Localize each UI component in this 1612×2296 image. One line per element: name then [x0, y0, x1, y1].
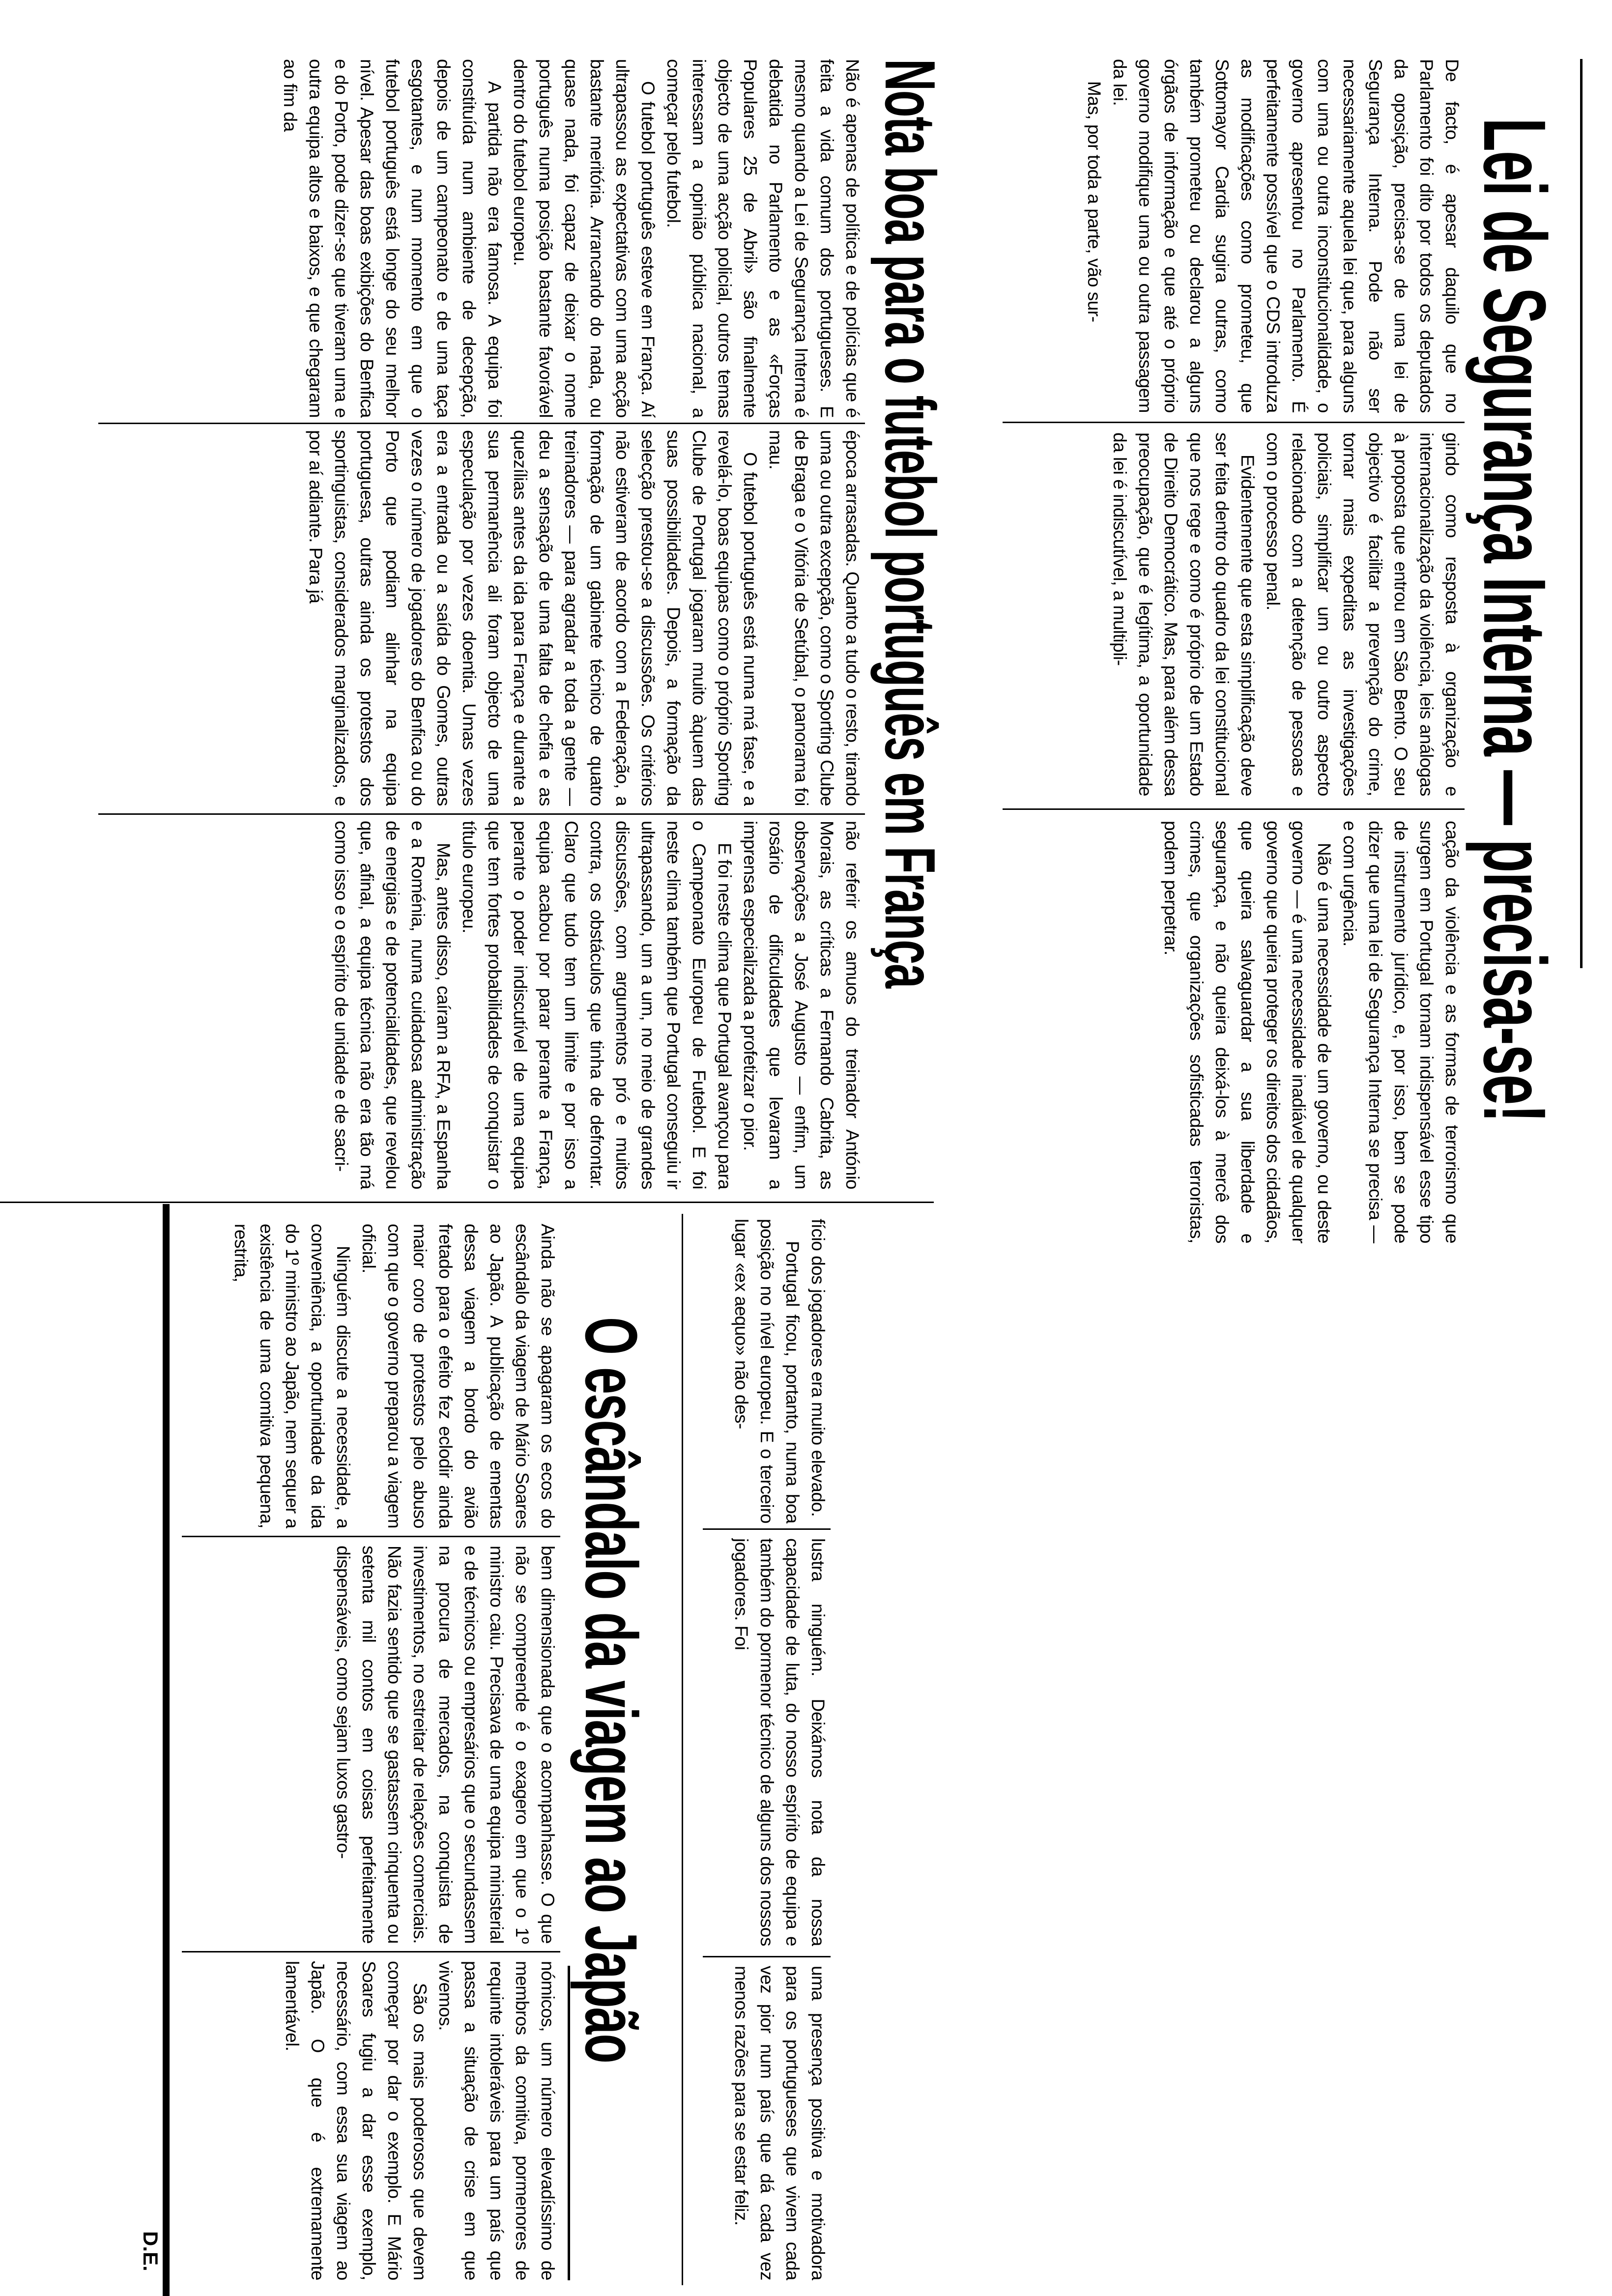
- article2-col3: [88, 821, 865, 1189]
- article3-col1: [172, 1224, 560, 1528]
- article1-col3: [993, 821, 1465, 1243]
- article3-col3: [172, 1961, 560, 2280]
- author-signature: D.E.: [139, 2231, 162, 2271]
- paragraph: gindo como resposta à organização e internacionalização da violência, leis análogas à proposta que entrou em São Bento. O seu objectivo é facilitar a prevenção do crime, tornar mais expeditas as investigações policiais, simplificar um ou outro aspecto relacionado com a detenção de pessoas e com o processo penal.: [1263, 432, 1462, 796]
- column-divider: [98, 423, 865, 424]
- headline-escandalo-japao: O escândalo da viagem ao Japão: [570, 1317, 653, 2063]
- paragraph: Mas, por toda a parte, vão sur-: [1084, 81, 1104, 322]
- horizontal-rule: [568, 1966, 570, 2280]
- horizontal-rule: [682, 1214, 683, 2285]
- paragraph: E foi neste clima que Portugal avançou para o Campeonato Europeu de Futebol. E foi neste clima também que Portugal conseguiu ir ultrapassando, um a um, no meio de grandes discussões, com argumentos pró e muitos contra, os obstáculos que tinha de defrontar. Claro que tudo tem um limite e por isso a equipa acabou por parar perante a França, perante o poder indiscutível de uma equipa que tem fortes probabilidades de conquistar o título europeu.: [459, 821, 735, 1189]
- paragraph: São os mais poderosos que devem começar por dar o exemplo. E Mário Soares fugiu a dar esse exemplo, necessário, com essa sua viagem ao Japão. O que é extremamente lamentável.: [282, 1961, 430, 2280]
- paragraph: O futebol português esteve em França. Aí ultrapassou as expectativas com uma acção bastante meritória. Arrancando do nada, ou quase nada, foi capaz de deixar o nome português numa posição bastante favorável dentro do futebol europeu.: [510, 59, 658, 418]
- article1-col2: [993, 432, 1465, 796]
- paragraph: De facto, é apesar daquilo que no Parlamento foi dito por todos os deputados da oposição, precisa-se de uma lei de Segurança Interna. Pode não ser necessariamente aquela lei que, para alguns com uma ou outra inconstitucionalidade, o governo apresentou no Parlamento. É perfeitamente possível que o CDS introduza as modificações como prometeu, que Sottomayor Cardia sugira outras, como também prometeu ou declarou a alguns órgãos de informação e que até o próprio governo modifique uma ou outra passagem da lei.: [1110, 59, 1462, 413]
- headline-futebol: Nota boa para o futebol português em França: [870, 59, 950, 988]
- article1-col1: [993, 59, 1465, 413]
- paragraph: lustra ninguém. Deixámos nota da nossa capacidade de luta, do nosso espírito de equipa e também do pormenor técnico de alguns dos nossos jogadores. Foi: [731, 1538, 828, 1946]
- paragraph: Evidentemente que esta simplificação deve ser feita dentro do quadro da lei constitucional que nos rege e como é próprio de um Estado de Direito Democrático. Mas, para além dessa preocupação, que é legítima, a oportunidade da lei é indiscutível, a multipli-: [1110, 432, 1258, 796]
- paragraph: nómicos, um número elevadíssimo de membros da comitiva, pormenores de requinte intoleráveis para um país que passa a situação de crise em que vivemos.: [435, 1961, 558, 2280]
- article2-col1: [88, 59, 865, 418]
- column-divider: [1003, 422, 1465, 423]
- column-divider: [182, 1951, 560, 1952]
- article2-col2: [88, 430, 865, 806]
- column-divider: [1003, 808, 1465, 810]
- thick-border: [163, 1204, 170, 2296]
- paragraph: Não é apenas de política e de polícias que é feita a vida comum dos portugueses. E mesmo quando a Lei de Segurança Interna é debatida no Parlamento e as «Forças Populares 25 de Abril» são finalmente objecto de uma acção policial, outros temas interessam a opinião pública nacional, a começar pelo futebol.: [663, 59, 863, 418]
- paragraph: fício dos jogadores era muito elevado.: [808, 1219, 828, 1517]
- column-divider: [98, 813, 865, 815]
- paragraph: Ainda não se apagaram os ecos do escândalo da viagem de Mário Soares ao Japão. A publicação de ementas dessa viagem a bordo do avião fretado para o efeito fez eclodir ainda maior coro de protestos pelo abuso com que o governo preparou a viagem oficial.: [359, 1224, 558, 1528]
- paragraph: bem dimensionada que o acompanhasse. O que não se compreende é o exagero em que o 1º ministro caiu. Precisava de uma equipa ministerial e de técnicos ou empresários que o secundassem na procura de mercados, na conquista de investimentos, no estreitar de relações comerciais. Não fazia sentido que se gastassem cinquenta ou setenta mil contos em coisas perfeitamente dispensáveis, como sejam luxos gastro-: [333, 1546, 558, 1944]
- column-divider: [182, 1536, 560, 1537]
- paragraph: não referir os amuos do treinador António Morais, as críticas a Fernando Cabrita, as observações a José Augusto — enfim, um rosário de dificuldades que levaram a imprensa especializada a profetizar o pior.: [740, 821, 863, 1189]
- paragraph: A partida não era famosa. A equipa foi constituída num ambiente de decepção, depois de um campeonato e de uma taça esgotantes, e num momento em que o futebol português está longe do seu melhor nível. Apesar das boas exibições do Benfica e do Porto, pode dizer-se que tiveram uma e outra equipa altos e baixos, e que chegaram ao fim da: [280, 59, 505, 418]
- paragraph: Mas, antes disso, caíram a RFA, a Espanha e a Roménia, numa cuidadosa administração de energias e de potencialidades, que revelou que, afinal, a equipa técnica não era tão má como isso e o espírito de unidade e de sacri-: [331, 821, 454, 1189]
- article3-col2: [172, 1546, 560, 1944]
- column-divider: [703, 1956, 831, 1957]
- article2-col4: [698, 1219, 831, 1523]
- top-rule: [1580, 59, 1583, 968]
- paragraph: cação da violência e as formas de terrorismo que surgem em Portugal tornam indispensável esse tipo de instrumento jurídico, e, por isso, bem se pode dizer que uma lei de Segurança Interna se precisa — e com urgência.: [1340, 821, 1462, 1243]
- paragraph: Não é uma necessidade de um governo, ou deste governo — é uma necessidade inadiável de qualquer governo que queira proteger os direitos dos cidadãos, que queira salvaguardar a sua liberdade e segurança, e não queira deixá-los à mercê dos crimes, que organizações sofisticadas terroristas, podem perpetrar.: [1161, 821, 1334, 1243]
- headline-lei-seguranca: Lei de Segurança Interna — precisa-se!: [1465, 118, 1564, 1122]
- article2-col6: [698, 1966, 831, 2280]
- paragraph: uma presença positiva e motivadora para os portugueses que vivem cada vez pior num país que dá cada vez menos razões para se estar feliz.: [731, 1966, 828, 2280]
- paragraph: época arrasadas. Quanto a tudo o resto, tirando uma ou outra excepção, como o Sporting Clube de Braga e o Vitória de Setúbal, o panorama foi mau.: [766, 430, 863, 806]
- column-divider: [703, 1528, 831, 1530]
- paragraph: O futebol português está numa má fase, e a revelá-lo, boas equipas como o próprio Sporting Clube de Portugal jogaram muito àquem das suas possibilidades. Depois, a formação da selecção prestou-se a discussões. Os critérios não estiveram de acordo com a Federação, a formação de um gabinete técnico de quatro treinadores — para agradar a toda a gente — deu a sensação de uma falta de chefia e as quezílias antes da ida para França e durante a sua permanência ali foram objecto de uma especulação por vezes doentia. Umas vezes era a entrada ou a saída do Gomes, outras vezes o número de jogadores do Benfica ou do Porto que podiam alinhar na equipa portuguesa, outras ainda os protestos dos sportinguistas, considerados marginalizados, e por aí adiante. Para já: [306, 430, 760, 806]
- section-divider: [0, 1202, 934, 1203]
- paragraph: Portugal ficou, portanto, numa boa posição no nível europeu. E o terceiro lugar «ex aequo» não des-: [731, 1219, 803, 1523]
- article2-col5: [698, 1538, 831, 1946]
- paragraph: Ninguém discute a necessidade, a conveniência, a oportunidade da ida do 1º ministro ao Japão, nem sequer a existência de uma comitiva pequena, restrita,: [231, 1224, 353, 1528]
